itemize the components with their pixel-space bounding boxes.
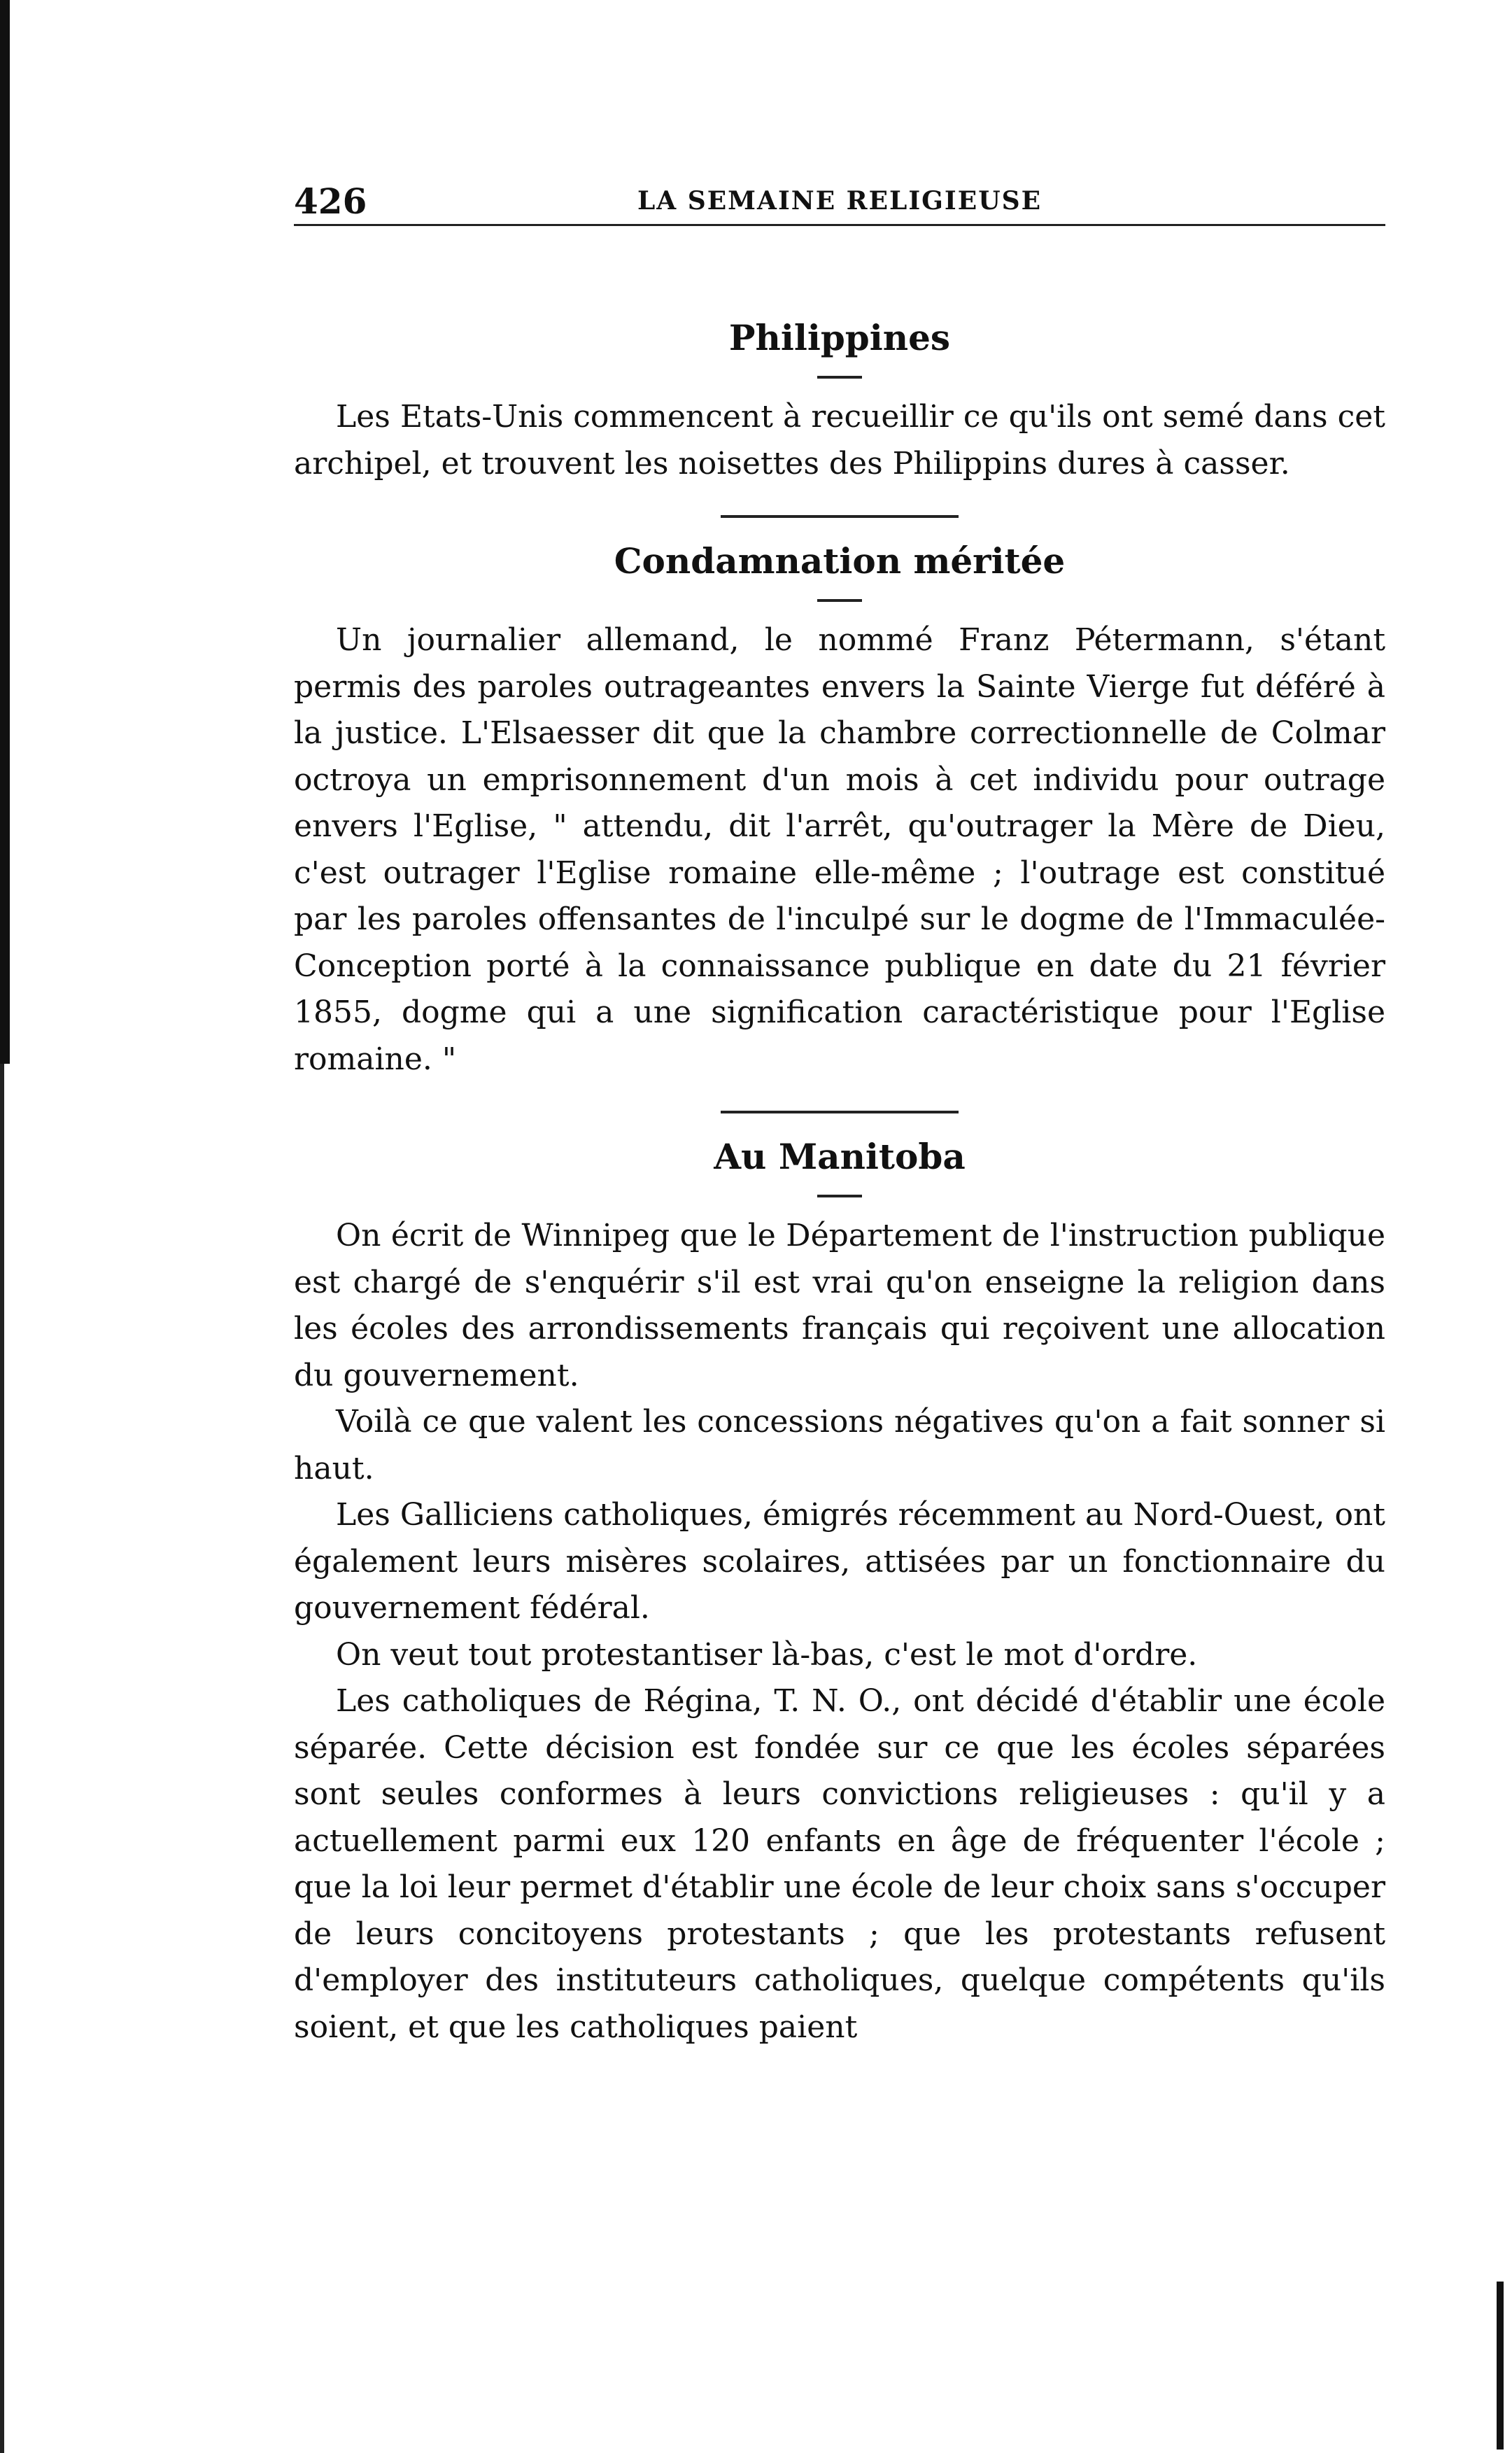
page bbox=[294, 168, 1385, 2051]
title-dash bbox=[817, 599, 862, 602]
paragraph: Voilà ce que valent les concessions négatives qu'on a fait sonner si haut. bbox=[294, 1404, 1385, 1486]
paragraph: Un journalier allemand, le nommé Franz Pétermann, s'étant permis des paroles outrageantes envers la Sainte Vierge fut déféré à la justice. L'Elsaesser dit que la chambre correctionnelle de Colmar octroya un emprisonnement d'un mois à cet individu pour outrage envers l'Eglise, " attendu, dit l'arrêt, qu'outrager la Mère de Dieu, c'est outrager l'Eglise romaine elle-même ; l'outrage est constitué par les paroles offensantes de l'inculpé sur le dogme de l'Immaculée-Conception porté à la connaissance publique en date du 21 février 1855, dogme qui a une signification caractéristique pour l'Eglise romaine. " bbox=[294, 622, 1385, 1077]
section-separator bbox=[721, 1111, 959, 1113]
section-title: Philippines bbox=[728, 317, 951, 358]
section-title: Condamnation méritée bbox=[614, 540, 1066, 582]
section-philippines bbox=[294, 310, 1385, 487]
paragraph: Les catholiques de Régina, T. N. O., ont décidé d'établir une école séparée. Cette décision est fondée sur ce que les écoles séparées sont seules conformes à leurs convictions religieuses : qu'il y a actuellement parmi eux 120 enfants en âge de fréquenter l'école ; que la loi leur permet d'établir une école de leur choix sans s'occuper de leurs concitoyens protestants ; que les protestants refusent d'employer des instituteurs catholiques, quelque compétents qu'ils soient, et que les catholiques paient bbox=[294, 1683, 1385, 2045]
section-title: Au Manitoba bbox=[714, 1136, 966, 1177]
section-condamnation bbox=[294, 533, 1385, 1083]
running-head bbox=[294, 168, 1385, 226]
paragraph: On veut tout protestantiser là-bas, c'est le mot d'ordre. bbox=[336, 1636, 1198, 1673]
title-dash bbox=[817, 1195, 862, 1197]
running-title: LA SEMAINE RELIGIEUSE bbox=[637, 186, 1043, 216]
paragraph: On écrit de Winnipeg que le Département de l'instruction publique est chargé de s'enquérir s'il est vrai qu'on enseigne la religion dans les écoles des arrondissements français qui reçoivent une allocation du gouvernement. bbox=[294, 1218, 1385, 1393]
section-manitoba bbox=[294, 1129, 1385, 2051]
page-number: 426 bbox=[294, 181, 367, 222]
binding-edge bbox=[0, 0, 10, 1064]
paragraph: Les Etats-Unis commencent à recueillir ce qu'ils ont semé dans cet archipel, et trouvent les noisettes des Philippins dures à casser. bbox=[294, 399, 1385, 482]
scan-edge-mark bbox=[1497, 2282, 1504, 2450]
section-separator bbox=[721, 515, 959, 518]
binding-edge-lower bbox=[0, 1064, 4, 2453]
paragraph: Les Galliciens catholiques, émigrés récemment au Nord-Ouest, ont également leurs misères scolaires, attisées par un fonctionnaire du gouvernement fédéral. bbox=[294, 1497, 1385, 1626]
title-dash bbox=[817, 376, 862, 379]
